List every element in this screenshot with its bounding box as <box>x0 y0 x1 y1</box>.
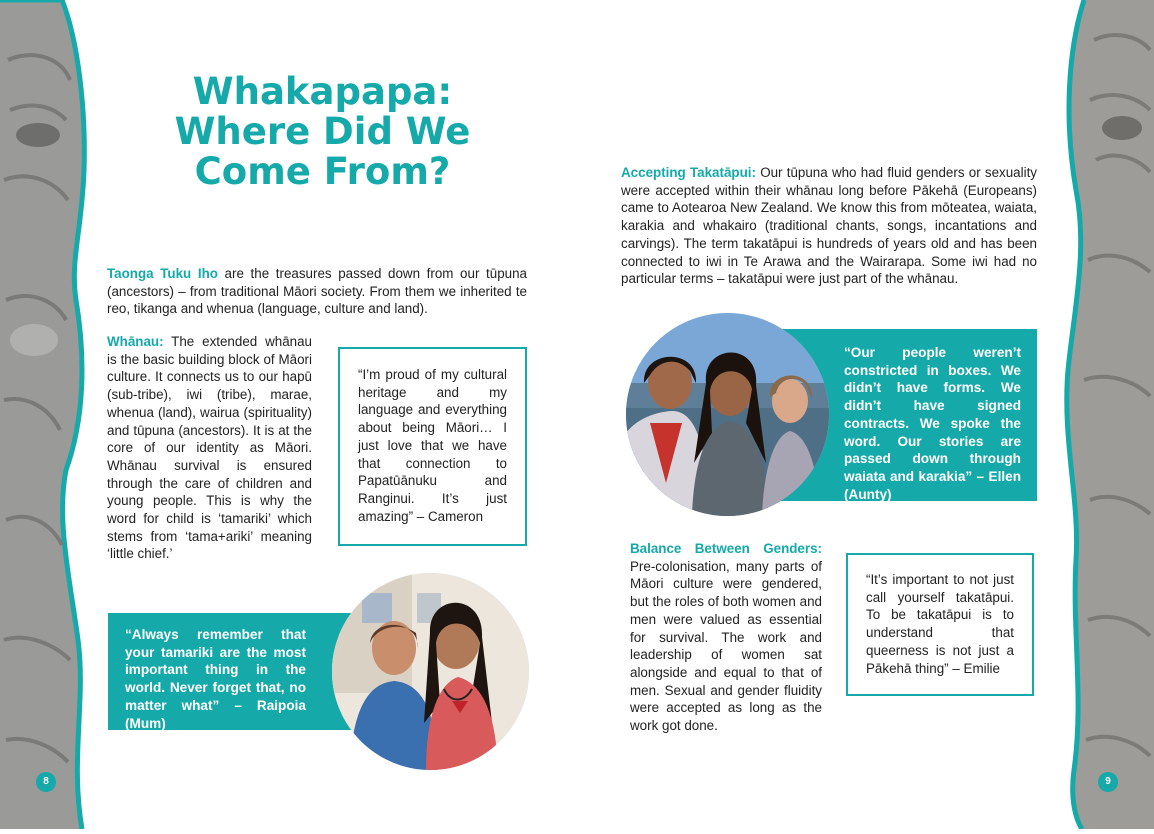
whanau-lead: Whānau: <box>107 334 164 349</box>
quote-ellen: “Our people weren’t constricted in boxes. We didn’t have forms. We didn’t have signed contracts. We spoke the word. Our stories are passed down through waiata and karakia” – Ellen (Aunty) <box>844 345 1021 502</box>
right-carving-image <box>1054 0 1154 829</box>
quote-box-emilie <box>846 553 1034 696</box>
left-carving-image <box>0 0 110 829</box>
photo-three-whanau <box>626 313 829 516</box>
page-number-left: 8 <box>36 772 56 792</box>
quote-cameron: “I’m proud of my cultural heritage and my language and everything about being Māori… I just love that we have that connection to Papatūānuku and Ranginui. It’s just amazing” – Cameron <box>358 367 507 524</box>
accepting-text: Our tūpuna who had fluid genders or sexuality were accepted within their whānau long before Pākehā (Europeans) came to Aotearoa New Zealand. We know this from mōteatea, waiata, karakia and whakairo (traditional chants, songs, incantations and carvings). The term takatāpui is hundreds of years old and has been connected to iwi in Te Arawa and the Wairarapa. Some iwi had no particular terms – takatāpui were just part of the whānau. <box>621 165 1037 287</box>
balance-text: Pre-colonisation, many parts of Māori culture were gendered, but the roles of both women and men were valued as essential for survival. The work and leadership of women sat alongside and equal to that of men. Sexual and gender fluidity were accepted as long as the work got done. <box>630 558 822 734</box>
taonga-text: are the treasures passed down from our tūpuna (ancestors) – from traditional Māori society. From them we inherited te reo, tikanga and whenua (language, culture and land). <box>107 266 527 317</box>
quote-band-raipoia <box>108 613 368 730</box>
photo-mother-daughter <box>332 573 529 770</box>
taonga-lead: Taonga Tuku Iho <box>107 266 218 281</box>
page-number-right: 9 <box>1098 772 1118 792</box>
accepting-takatapui-paragraph <box>621 164 1037 288</box>
quote-raipoia: “Always remember that your tamariki are the most important thing in the world. Never forget that, no matter what” – Raipoia (Mum) <box>125 627 306 731</box>
page-title: Whakapapa: Where Did We Come From? <box>174 70 471 193</box>
balance-lead: Balance Between Genders: <box>630 541 822 556</box>
quote-emilie: “It’s important to not just call yourself takatāpui. To be takatāpui is to understand that queerness is not just a Pākehā thing” – Emilie <box>866 572 1014 676</box>
quote-box-cameron <box>338 347 527 546</box>
balance-genders-paragraph <box>630 540 822 735</box>
taonga-tuku-iho-paragraph <box>107 265 527 318</box>
accepting-lead: Accepting Takatāpui: <box>621 165 756 180</box>
whanau-text: The extended whānau is the basic building block of Māori culture. It connects us to our hapū (sub-tribe), iwi (tribe), marae, whenua (land), wairua (spirituality) and tūpuna (ancestors). It is at the core of our identity as Māori. Whānau survival is ensured through the care of children and young people. This is why the word for child is ‘tamariki’ which stems from ‘tama+ariki’ meaning ‘little chief.’ <box>107 334 312 562</box>
whanau-paragraph <box>107 333 312 563</box>
